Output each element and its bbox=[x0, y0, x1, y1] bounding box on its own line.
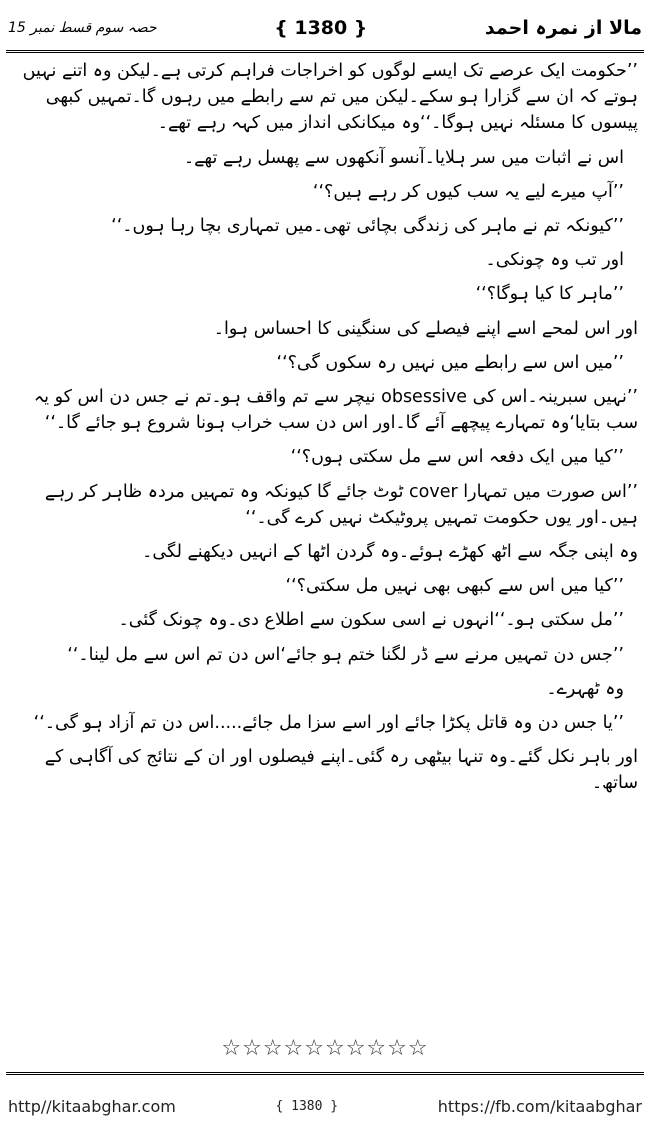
paragraph: ’’حکومت ایک عرصے تک ایسے لوگوں کو اخراجات فراہم کرتی ہے۔لیکن وہ اتنے نہیں ہوتے کہ ان سے گزارا ہو سکے۔لیکن میں تم سے رابطے میں رہوں گا۔تمہیں کبھی پیسوں کا مسئلہ نہیں ہوگا۔‘‘وہ میکانکی انداز میں کہہ رہے تھے۔ bbox=[22, 61, 638, 134]
paragraph: اور تب وہ چونکی۔ bbox=[485, 250, 624, 271]
section-separator-stars: ☆☆☆☆☆☆☆☆☆☆ bbox=[221, 1036, 429, 1061]
paragraph: ’’نہیں سبرینہ۔اس کی obsessive نیچر سے تم واقف ہو۔تم نے جس دن اس کو یہ سب بتایا‘وہ تمہارے پیچھے آئے گا۔اور اس دن سب خراب ہونا شروع ہو جائے گا۔‘‘ bbox=[33, 387, 638, 434]
paragraph: ’’جس دن تمہیں مرنے سے ڈر لگنا ختم ہو جائے‘اس دن تم اس سے مل لینا۔‘‘ bbox=[67, 644, 624, 665]
paragraph: ’’کیا میں اس سے کبھی بھی نہیں مل سکتی؟‘‘ bbox=[285, 576, 624, 597]
paragraph: اور باہر نکل گئے۔وہ تنہا بیٹھی رہ گئی۔اپنے فیصلوں اور ان کے نتائج کی آگاہی کے ساتھ۔ bbox=[44, 747, 638, 794]
paragraph: ’’ماہر کا کیا ہوگا؟‘‘ bbox=[475, 284, 624, 305]
paragraph: ’’مل سکتی ہو۔‘‘انہوں نے اسی سکون سے اطلاع دی۔وہ چونک گئی۔ bbox=[118, 610, 624, 631]
page-header bbox=[8, 6, 642, 50]
paragraph: ’’کیا میں ایک دفعہ اس سے مل سکتی ہوں؟‘‘ bbox=[290, 447, 624, 468]
paragraph: اس نے اثبات میں سر ہلایا۔آنسو آنکھوں سے پھسل رہے تھے۔ bbox=[183, 147, 624, 168]
part-episode-label: حصہ سوم قسط نمبر 15 bbox=[8, 20, 157, 36]
website-link[interactable]: http//kitaabghar.com bbox=[8, 1096, 176, 1116]
page-number-footer: { 1380 } bbox=[275, 1098, 339, 1114]
page-body-text bbox=[10, 58, 638, 1020]
paragraph: ’’یا جس دن وہ قاتل پکڑا جائے اور اسے سزا مل جائے.....اس دن تم آزاد ہو گی۔‘‘ bbox=[33, 713, 624, 734]
paragraph: اور اس لمحے اسے اپنے فیصلے کی سنگینی کا احساس ہوا۔ bbox=[213, 318, 638, 339]
facebook-link[interactable]: https://fb.com/kitaabghar bbox=[437, 1096, 642, 1116]
header-divider bbox=[6, 50, 644, 53]
paragraph: ’’کیونکہ تم نے ماہر کی زندگی بچائی تھی۔میں تمہاری بچا رہا ہوں۔‘‘ bbox=[111, 216, 624, 237]
book-title: مالا از نمرہ احمد bbox=[484, 17, 642, 39]
paragraph: ’’آپ میرے لیے یہ سب کیوں کر رہے ہیں؟‘‘ bbox=[312, 181, 624, 202]
page-number-header: { 1380 } bbox=[274, 17, 368, 39]
paragraph: وہ ٹھہرے۔ bbox=[546, 678, 624, 699]
footer-divider bbox=[6, 1072, 644, 1075]
paragraph: ’’میں اس سے رابطے میں نہیں رہ سکوں گی؟‘‘ bbox=[276, 352, 624, 373]
paragraph: ’’اس صورت میں تمہارا cover ٹوٹ جائے گا کیونکہ وہ تمہیں مردہ ظاہر کر رہے ہیں۔اور یوں حکومت تمہیں پروٹیکٹ نہیں کرے گی۔‘‘ bbox=[44, 481, 638, 528]
page-footer bbox=[8, 1094, 642, 1118]
paragraph: وہ اپنی جگہ سے اٹھ کھڑے ہوئے۔وہ گردن اٹھا کے انہیں دیکھنے لگی۔ bbox=[142, 542, 638, 563]
